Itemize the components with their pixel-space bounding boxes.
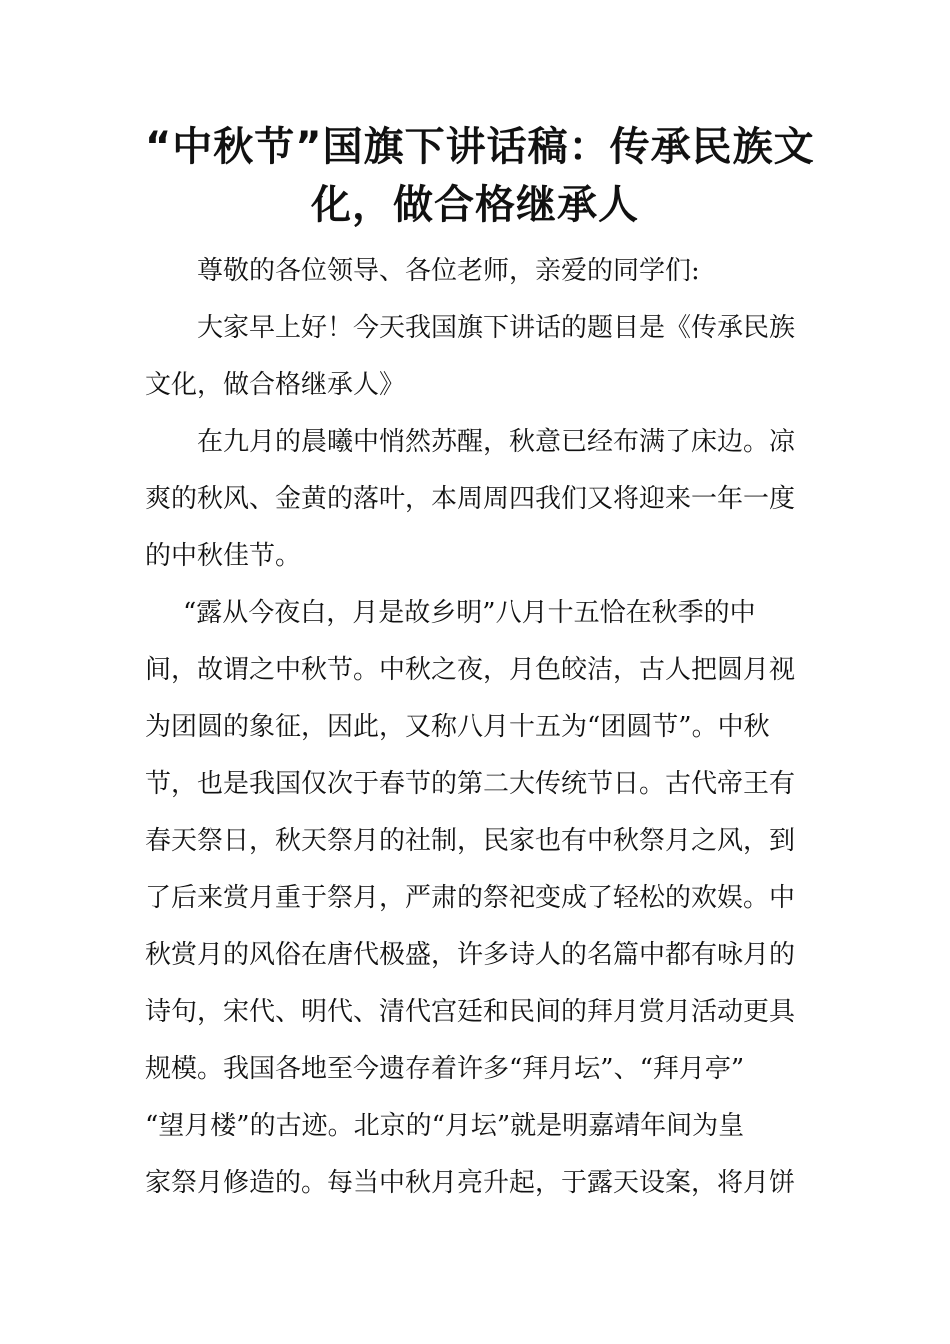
text-line: 大家早上好！今天我国旗下讲话的题目是《传承民族 — [197, 313, 796, 343]
text-line: 的中秋佳节。 — [145, 541, 302, 571]
document-title — [145, 118, 815, 234]
text-line: 秋赏月的风俗在唐代极盛，许多诗人的名篇中都有咏月的 — [145, 940, 796, 970]
text-line: 春天祭日，秋天祭月的社制，民家也有中秋祭月之风，到 — [145, 826, 796, 856]
paragraph-greeting — [145, 300, 805, 414]
text-line: 了后来赏月重于祭月，严肃的祭祀变成了轻松的欢娱。中 — [145, 883, 796, 913]
text-line: “露从今夜白，月是故乡明”八月十五恰在秋季的中 — [183, 598, 756, 628]
paragraph-season — [145, 414, 805, 585]
text-line: 节，也是我国仅次于春节的第二大传统节日。古代帝王有 — [145, 769, 796, 799]
title-line: 化，做合格继承人 — [311, 182, 639, 228]
text-line: 文化，做合格继承人》 — [145, 370, 406, 400]
text-line: 家祭月修造的。每当中秋月亮升起，于露天设案，将月饼 — [145, 1168, 796, 1198]
text-line: 为团圆的象征，因此，又称八月十五为“团圆节”。中秋 — [145, 712, 770, 742]
text-line: 在九月的晨曦中悄然苏醒，秋意已经布满了床边。凉 — [197, 427, 796, 457]
text-line: 间，故谓之中秋节。中秋之夜，月色皎洁，古人把圆月视 — [145, 655, 796, 685]
paragraph-salutation — [145, 243, 805, 300]
title-line: “中秋节”国旗下讲话稿：传承民族文 — [145, 124, 815, 170]
text-line: “望月楼”的古迹。北京的“月坛”就是明嘉靖年间为皇 — [145, 1111, 745, 1141]
text-line: 尊敬的各位领导、各位老师，亲爱的同学们: — [197, 256, 700, 286]
paragraph-history — [145, 585, 805, 1212]
text-line: 爽的秋风、金黄的落叶，本周周四我们又将迎来一年一度 — [145, 484, 796, 514]
text-line: 诗句，宋代、明代、清代宫廷和民间的拜月赏月活动更具 — [145, 997, 796, 1027]
text-line: 规模。我国各地至今遗存着许多“拜月坛”、“拜月亭” — [145, 1054, 745, 1084]
document-body — [145, 243, 805, 1212]
